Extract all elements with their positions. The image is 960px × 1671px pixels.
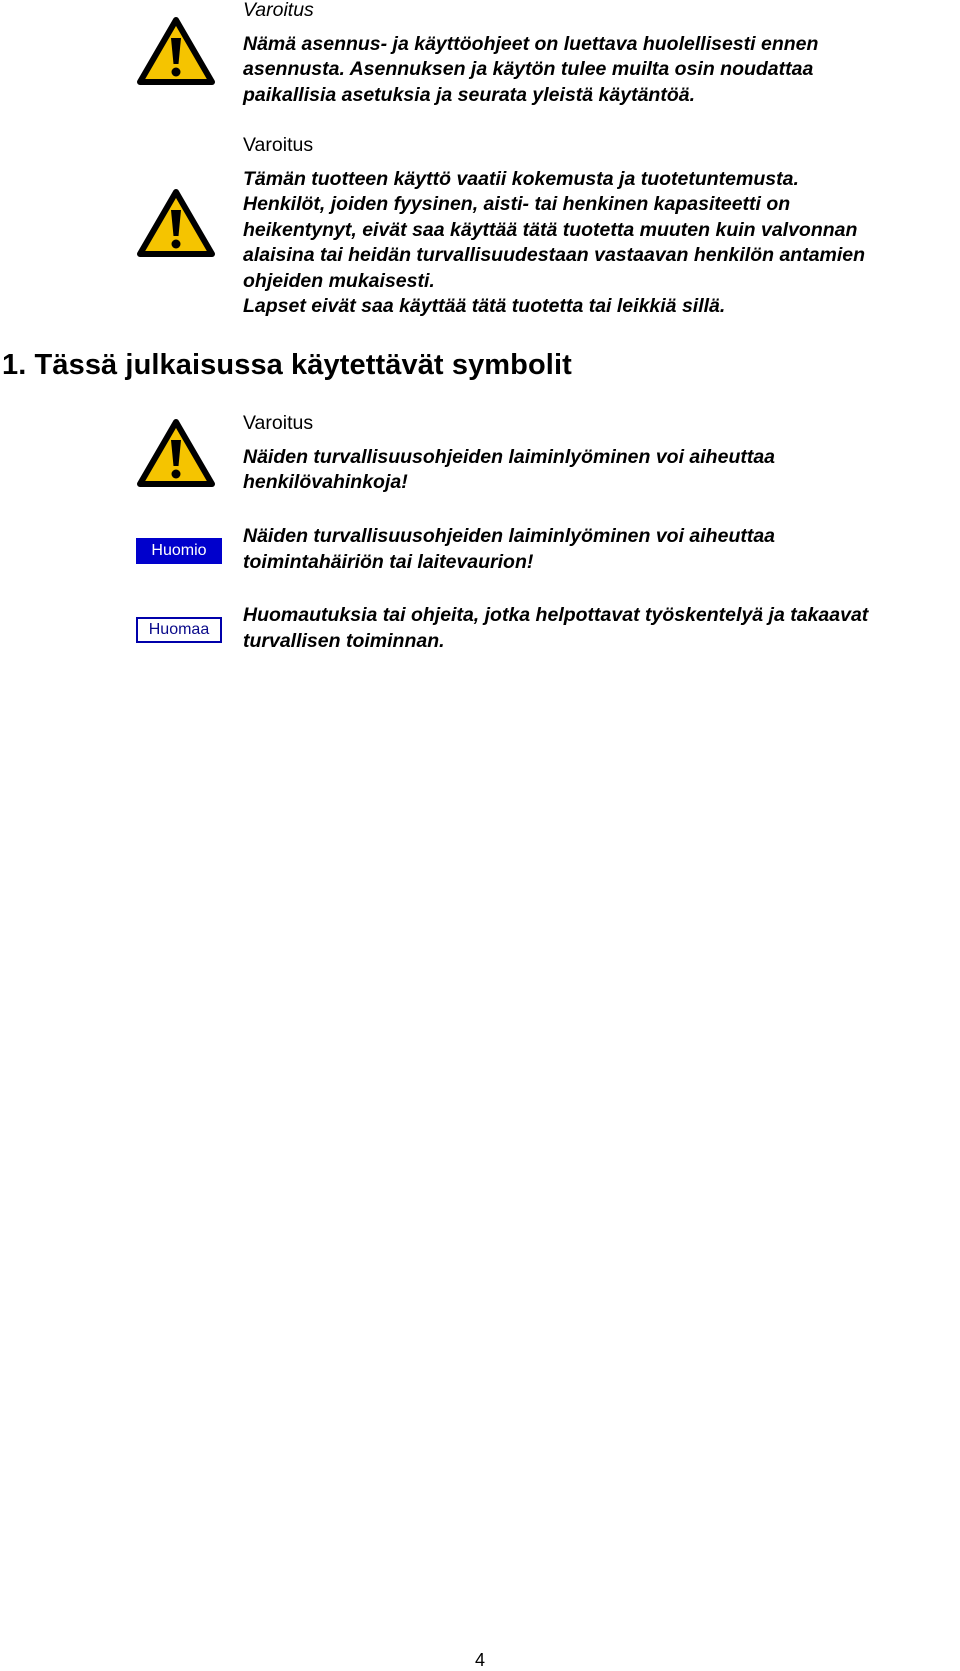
symbol-text-line: Näiden turvallisuusohjeiden laiminlyöminen voi aiheuttaa <box>243 525 776 547</box>
warning-triangle-icon <box>136 188 216 258</box>
warning-label: Varoitus <box>243 0 314 21</box>
warning-label: Varoitus <box>243 412 314 434</box>
warning-text-line: Henkilöt, joiden fyysinen, aisti- tai henkinen kapasiteetti on <box>243 193 791 215</box>
warning-triangle-icon <box>136 16 216 86</box>
warning-text-line: Lapset eivät saa käyttää tätä tuotetta tai leikkiä sillä. <box>243 295 726 317</box>
warning-label: Varoitus <box>243 134 314 156</box>
huomio-badge: Huomio <box>136 538 222 564</box>
warning-text-line: Tämän tuotteen käyttö vaatii kokemusta ja tuotetuntemusta. <box>243 167 799 190</box>
warning-text-line: Nämä asennus- ja käyttöohjeet on luettava huolellisesti ennen <box>243 32 819 55</box>
warning-triangle-icon <box>136 418 216 488</box>
page-number: 4 <box>474 1650 485 1670</box>
symbol-text-line: Näiden turvallisuusohjeiden laiminlyöminen voi aiheuttaa <box>243 445 776 468</box>
huomaa-badge: Huomaa <box>136 617 222 643</box>
warning-text-line: heikentynyt, eivät saa käyttää tätä tuotetta muuten kuin valvonnan <box>243 218 858 241</box>
warning-text-line: asennusta. Asennuksen ja käytön tulee muilta osin noudattaa <box>243 58 814 80</box>
warning-text-line: paikallisia asetuksia ja seurata yleistä käytäntöä. <box>243 83 696 106</box>
symbol-text-line: henkilövahinkoja! <box>243 471 408 493</box>
section-title: 1. Tässä julkaisussa käytettävät symbolit <box>2 349 572 381</box>
symbol-text-line: turvallisen toiminnan. <box>243 629 445 652</box>
warning-text-line: alaisina tai heidän turvallisuudestaan vastaavan henkilön antamien <box>243 244 866 266</box>
warning-text-line: ohjeiden mukaisesti. <box>243 269 435 292</box>
symbol-text-line: toimintahäiriön tai laitevaurion! <box>243 550 534 573</box>
symbol-text-line: Huomautuksia tai ohjeita, jotka helpottavat työskentelyä ja takaavat <box>243 604 869 626</box>
